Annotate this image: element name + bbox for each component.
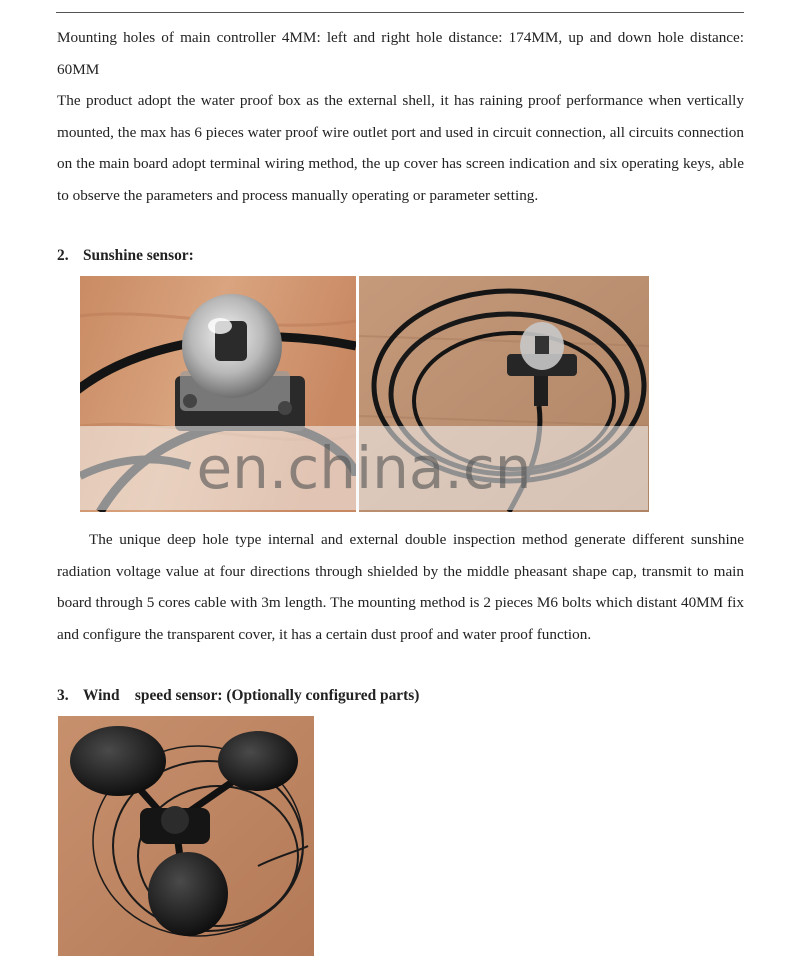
- wind-speed-sensor-photo: [58, 716, 314, 956]
- watermark: en.china.cn: [80, 426, 648, 510]
- paragraph-mounting-holes: Mounting holes of main controller 4MM: left and right hole distance: 174MM, up and down hole distance: 60MM: [57, 29, 744, 78]
- section-title: Sunshine sensor:: [83, 247, 194, 264]
- paragraph-water-proof-box: The product adopt the water proof box as the external shell, it has raining proof performance when vertically mounted, the max has 6 pieces water proof wire outlet port and used in circuit connection, all circuits connection on the main board adopt terminal wiring method, the up cover has screen indication and six operating keys, able to observe the parameters and process manually operating or parameter setting.: [57, 92, 744, 204]
- section-heading-wind-speed-sensor: [57, 685, 419, 707]
- section-number: 2.: [57, 247, 69, 264]
- section-title: Wind speed sensor: (Optionally configured parts): [83, 687, 420, 704]
- section-number: 3.: [57, 687, 69, 704]
- paragraph-sunshine-sensor-description: The unique deep hole type internal and external double inspection method generate different sunshine radiation voltage value at four directions through shielded by the middle pheasant shape cap, transmit to main board through 5 cores cable with 3m length. The mounting method is 2 pieces M6 bolts which distant 40MM fix and configure the transparent cover, it has a certain dust proof and water proof function.: [57, 531, 744, 643]
- section-heading-sunshine-sensor: [57, 245, 194, 267]
- top-divider: [56, 12, 744, 13]
